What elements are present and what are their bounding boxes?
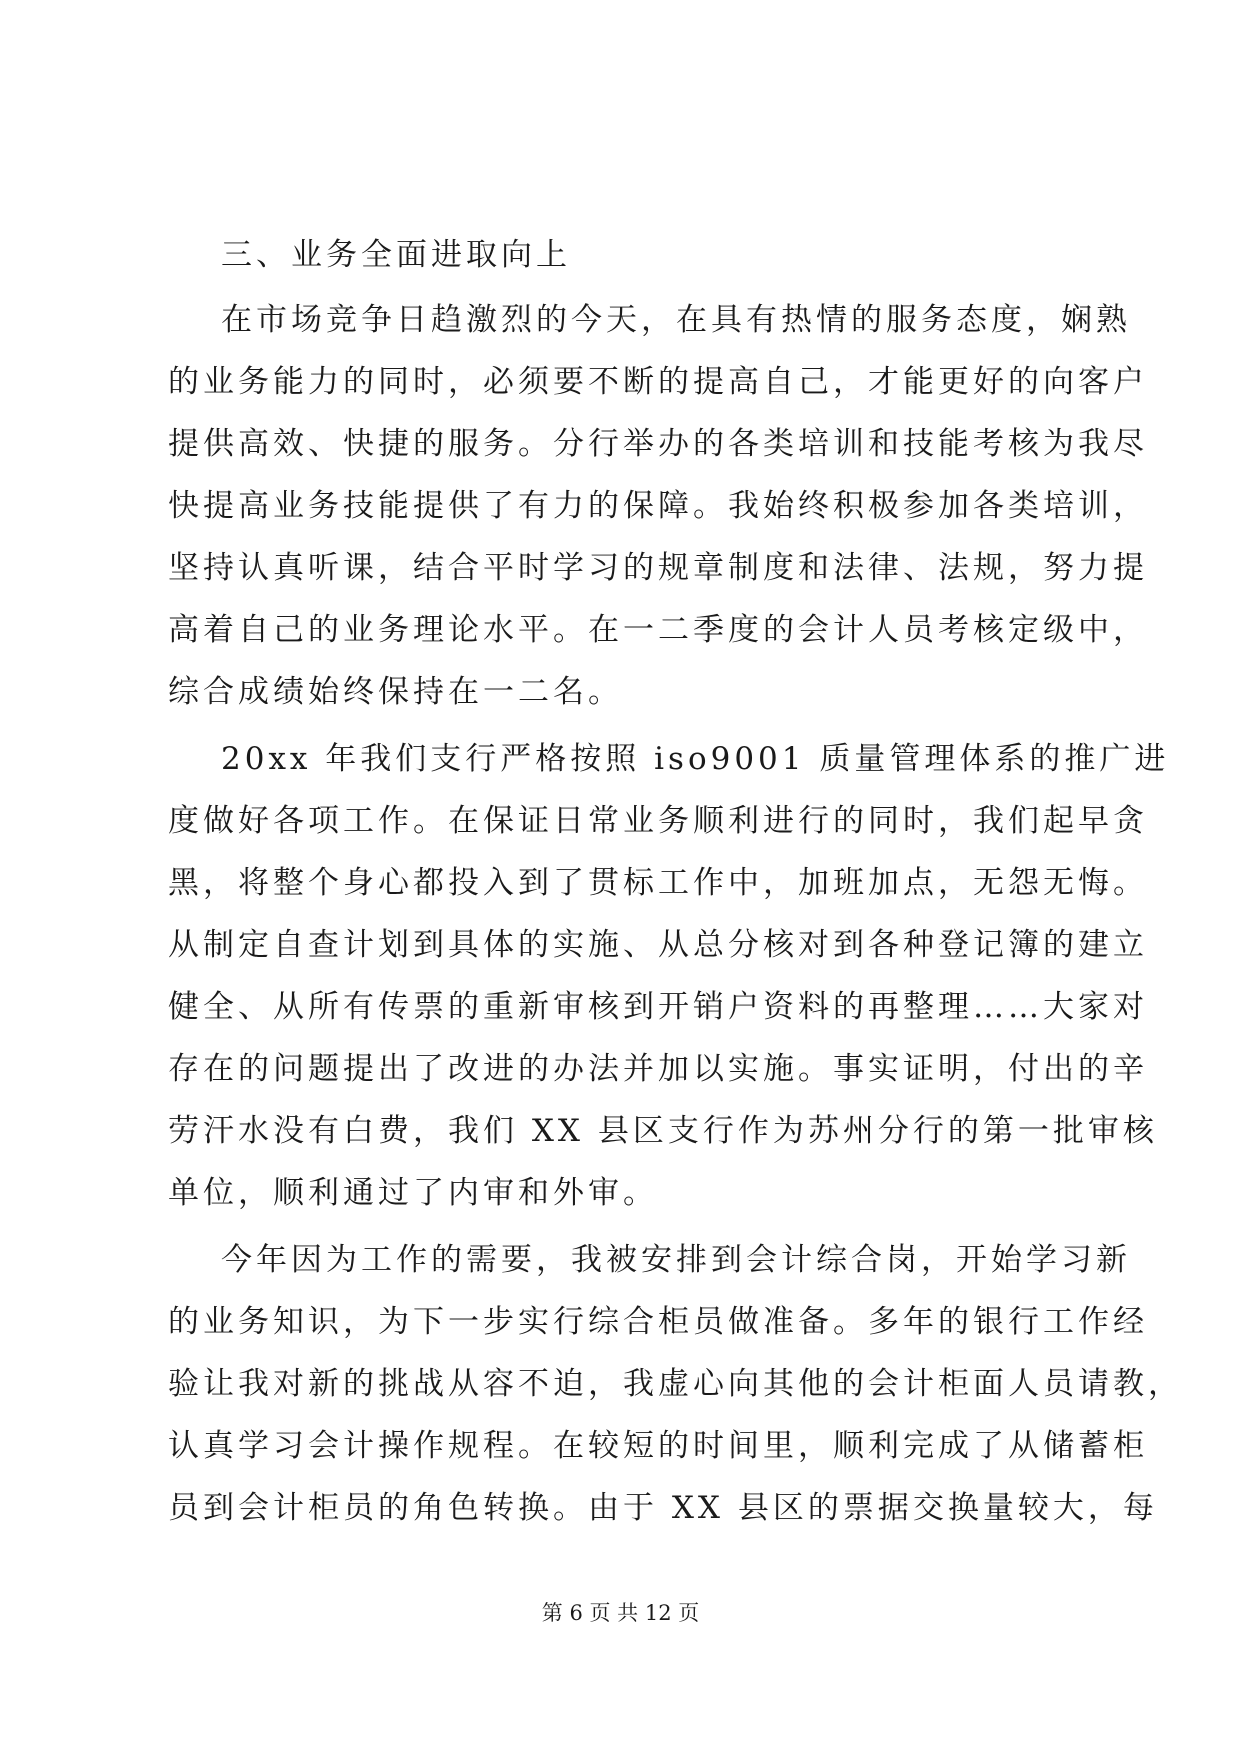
paragraph-line: 20xx 年我们支行严格按照 iso9001 质量管理体系的推广进	[221, 741, 1170, 777]
paragraph-line: 单位，顺利通过了内审和外审。	[168, 1175, 658, 1211]
section-heading: 三、业务全面进取向上	[221, 237, 571, 273]
paragraph-line: 今年因为工作的需要，我被安排到会计综合岗，开始学习新	[221, 1242, 1131, 1278]
paragraph-line: 从制定自查计划到具体的实施、从总分核对到各种登记簿的建立	[168, 927, 1148, 963]
paragraph-line: 快提高业务技能提供了有力的保障。我始终积极参加各类培训，	[168, 488, 1148, 524]
paragraph-line: 健全、从所有传票的重新审核到开销户资料的再整理……大家对	[168, 989, 1148, 1025]
paragraph-line: 存在的问题提出了改进的办法并加以实施。事实证明，付出的辛	[168, 1051, 1148, 1087]
page-number-footer: 第 6 页 共 12 页	[541, 1601, 700, 1625]
paragraph-line: 在市场竞争日趋激烈的今天，在具有热情的服务态度，娴熟	[221, 302, 1131, 338]
paragraph-line: 的业务能力的同时，必须要不断的提高自己，才能更好的向客户	[168, 364, 1148, 400]
paragraph-line: 验让我对新的挑战从容不迫，我虚心向其他的会计柜面人员请教，	[168, 1366, 1183, 1402]
paragraph-line: 高着自己的业务理论水平。在一二季度的会计人员考核定级中，	[168, 612, 1148, 648]
paragraph-line: 认真学习会计操作规程。在较短的时间里，顺利完成了从储蓄柜	[168, 1428, 1148, 1464]
paragraph-line: 员到会计柜员的角色转换。由于 XX 县区的票据交换量较大，每	[168, 1490, 1158, 1526]
paragraph-line: 的业务知识，为下一步实行综合柜员做准备。多年的银行工作经	[168, 1304, 1148, 1340]
paragraph-line: 度做好各项工作。在保证日常业务顺利进行的同时，我们起早贪	[168, 803, 1148, 839]
paragraph-line: 黑，将整个身心都投入到了贯标工作中，加班加点，无怨无悔。	[168, 865, 1148, 901]
paragraph-line: 劳汗水没有白费，我们 XX 县区支行作为苏州分行的第一批审核	[168, 1113, 1158, 1149]
paragraph-line: 坚持认真听课，结合平时学习的规章制度和法律、法规，努力提	[168, 550, 1148, 586]
paragraph-line: 综合成绩始终保持在一二名。	[168, 674, 623, 710]
paragraph-line: 提供高效、快捷的服务。分行举办的各类培训和技能考核为我尽	[168, 426, 1148, 462]
